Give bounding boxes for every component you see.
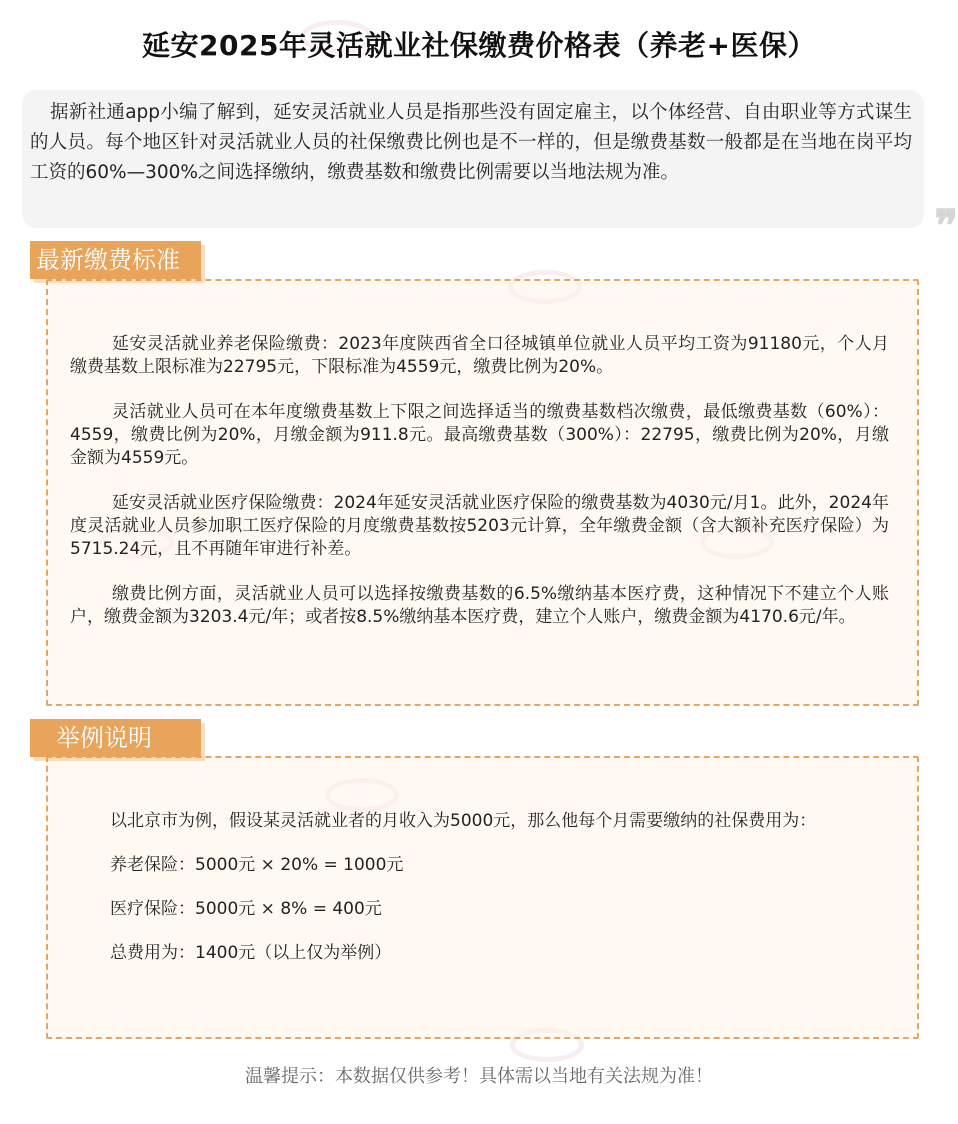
paragraph-example-pension: 养老保险：5000元 × 20% = 1000元 bbox=[110, 855, 404, 875]
section-label-example: 举例说明 bbox=[30, 719, 201, 757]
section-box-example bbox=[46, 756, 919, 1039]
paragraph-medical-rate: 缴费比例方面，灵活就业人员可以选择按缴费基数的6.5%缴纳基本医疗费，这种情况下不建立个人账户，缴费金额为3203.4元/年；或者按8.5%缴纳基本医疗费，建立个人账户，缴费金额为4170.6元/年。 bbox=[70, 584, 889, 627]
section-box-standard bbox=[46, 279, 919, 706]
paragraph-pension: 延安灵活就业养老保险缴费：2023年度陕西省全口径城镇单位就业人员平均工资为91180元，个人月缴费基数上限标准为22795元，下限标准为4559元，缴费比例为20%。 bbox=[70, 334, 889, 377]
quote-mark-icon: ❞ bbox=[934, 201, 958, 252]
paragraph-example-total: 总费用为：1400元（以上仅为举例） bbox=[110, 943, 392, 963]
paragraph-example-medical: 医疗保险：5000元 × 8% = 400元 bbox=[110, 899, 382, 919]
footer-note: 温馨提示：本数据仅供参考！具体需以当地有关法规为准！ bbox=[245, 1066, 713, 1087]
intro-paragraph: 据新社通app小编了解到，延安灵活就业人员是指那些没有固定雇主，以个体经营、自由职业等方式谋生的人员。每个地区针对灵活就业人员的社保缴费比例也是不一样的，但是缴费基数一般都是在当地在岗平均工资的60%—300%之间选择缴纳，缴费基数和缴费比例需要以当地法规为准。 bbox=[22, 90, 924, 228]
paragraph-medical: 延安灵活就业医疗保险缴费：2024年延安灵活就业医疗保险的缴费基数为4030元/月1。此外，2024年度灵活就业人员参加职工医疗保险的月度缴费基数按5203元计算，全年缴费金额（含大额补充医疗保险）为5715.24元，且不再随年审进行补差。 bbox=[70, 493, 889, 559]
section-label-standard: 最新缴费标准 bbox=[30, 241, 201, 279]
paragraph-pension-range: 灵活就业人员可在本年度缴费基数上下限之间选择适当的缴费基数档次缴费，最低缴费基数（60%）：4559，缴费比例为20%，月缴金额为911.8元。最高缴费基数（300%）：22795，缴费比例为20%，月缴金额为4559元。 bbox=[70, 402, 889, 468]
paragraph-example-intro: 以北京市为例，假设某灵活就业者的月收入为5000元，那么他每个月需要缴纳的社保费用为： bbox=[110, 811, 817, 831]
page-title: 延安2025年灵活就业社保缴费价格表（养老+医保） bbox=[142, 29, 816, 62]
